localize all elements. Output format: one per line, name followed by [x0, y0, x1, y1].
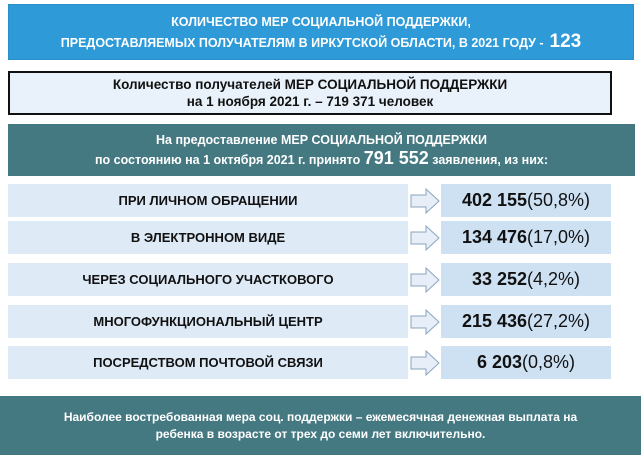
channel-value-percent: (50,8%)	[527, 190, 591, 210]
header-line1: КОЛИЧЕСТВО МЕР СОЦИАЛЬНОЙ ПОДДЕРЖКИ,	[171, 14, 471, 29]
channel-value-number: 402 155	[461, 190, 528, 210]
channel-value-number: 6 203	[476, 352, 523, 372]
channel-value-mfc	[441, 305, 611, 338]
channel-value-number: 215 436	[461, 311, 528, 331]
channel-label-electronic: В ЭЛЕКТРОННОМ ВИДЕ	[8, 221, 408, 254]
channel-label-social-worker: ЧЕРЕЗ СОЦИАЛЬНОГО УЧАСТКОВОГО	[8, 263, 408, 296]
right-arrow-icon	[410, 309, 440, 335]
applications-box	[8, 124, 635, 176]
right-arrow-icon	[410, 350, 440, 376]
channel-value-number: 134 476	[461, 227, 528, 247]
right-arrow-icon	[410, 267, 440, 293]
recipients-box	[8, 71, 612, 115]
header-count: 123	[549, 30, 582, 52]
channel-label-post: ПОСРЕДСТВОМ ПОЧТОВОЙ СВЯЗИ	[8, 346, 408, 379]
channel-value-post	[441, 346, 611, 379]
footer-line2: ребенка в возрасте от трех до семи лет включительно.	[155, 426, 486, 441]
right-arrow-icon	[410, 188, 440, 214]
footer-line1: Наиболее востребованная мера соц. поддержки – ежемесячная денежная выплата на	[63, 409, 578, 424]
channel-label-mfc: МНОГОФУНКЦИОНАЛЬНЫЙ ЦЕНТР	[8, 305, 408, 338]
footer-note	[0, 396, 641, 455]
header-line2: ПРЕДОСТАВЛЯЕМЫХ ПОЛУЧАТЕЛЯМ В ИРКУТСКОЙ ОБЛАСТИ, В 2021 ГОДУ -	[60, 35, 544, 50]
applications-line2	[8, 149, 635, 169]
channel-value-number: 33 252	[471, 269, 528, 289]
applications-total: 791 552	[363, 148, 429, 168]
channel-value-percent: (27,2%)	[527, 311, 591, 331]
channel-label-personal: ПРИ ЛИЧНОМ ОБРАЩЕНИИ	[8, 184, 408, 217]
header-line2-row	[9, 32, 633, 53]
channel-value-percent: (0,8%)	[522, 352, 576, 372]
channel-value-personal	[441, 184, 611, 217]
channel-value-social-worker	[441, 263, 611, 296]
applications-prefix: по состоянию на 1 октября 2021 г. принято	[94, 153, 361, 167]
applications-suffix: заявления, из них:	[432, 153, 549, 167]
recipients-line1: Количество получателей МЕР СОЦИАЛЬНОЙ ПОДДЕРЖКИ	[112, 77, 508, 92]
channel-value-electronic	[441, 221, 611, 254]
applications-line1: На предоставление МЕР СОЦИАЛЬНОЙ ПОДДЕРЖКИ	[156, 133, 487, 147]
channel-value-percent: (17,0%)	[527, 227, 591, 247]
recipients-line2: на 1 ноября 2021 г. – 719 371 человек	[186, 94, 434, 109]
channel-value-percent: (4,2%)	[527, 269, 581, 289]
header-banner	[8, 4, 634, 60]
right-arrow-icon	[410, 225, 440, 251]
